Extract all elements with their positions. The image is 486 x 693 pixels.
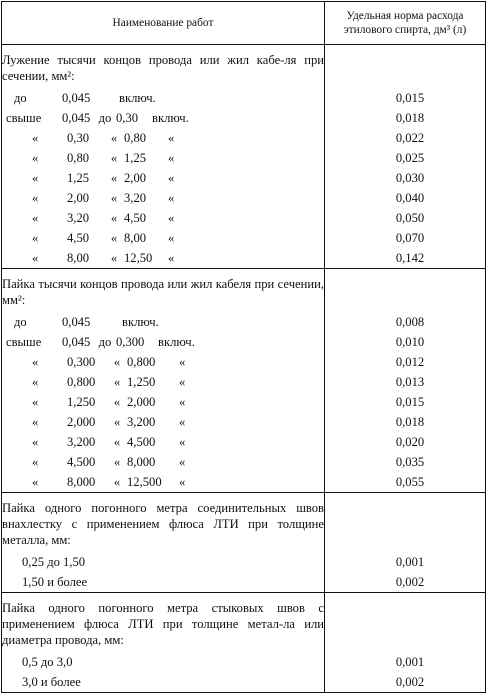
table-row <box>2 108 486 128</box>
range-suffix: включ. <box>158 335 195 349</box>
range-cell <box>2 168 325 188</box>
range-from: 1,250 <box>67 395 96 409</box>
norm-value: 0,015 <box>325 88 486 108</box>
range-from: 4,50 <box>67 231 90 245</box>
range-cell <box>2 432 325 452</box>
norm-value: 0,040 <box>325 188 486 208</box>
norm-value: 0,008 <box>325 312 486 332</box>
table-row <box>2 572 486 593</box>
section-heading-row <box>2 269 486 313</box>
range-text: 0,25 до 1,50 <box>22 555 86 569</box>
norm-value: 0,002 <box>325 572 486 593</box>
table-row <box>2 432 486 452</box>
range-prefix: « <box>32 455 39 469</box>
range-to: 12,500 <box>127 475 162 489</box>
range-suffix: « <box>168 211 175 225</box>
norm-value: 0,001 <box>325 652 486 672</box>
table-row <box>2 208 486 228</box>
norm-value: 0,070 <box>325 228 486 248</box>
range-prefix: « <box>32 475 39 489</box>
range-text: 1,50 и более <box>22 575 88 589</box>
range-prefix: « <box>32 151 39 165</box>
range-from: 0,045 <box>62 315 91 329</box>
range-text: 3,0 и более <box>22 675 81 689</box>
norm-value: 0,055 <box>325 472 486 493</box>
range-cell <box>2 208 325 228</box>
header-work-name: Наименование работ <box>2 2 325 45</box>
table-row <box>2 392 486 412</box>
table-row <box>2 652 486 672</box>
range-suffix: « <box>168 231 175 245</box>
table-row <box>2 312 486 332</box>
range-from: 0,30 <box>67 131 90 145</box>
range-prefix: « <box>32 171 39 185</box>
range-from: 4,500 <box>67 455 96 469</box>
range-connector: « <box>110 171 118 185</box>
norm-value: 0,022 <box>325 128 486 148</box>
range-from: 3,200 <box>67 435 96 449</box>
norm-value: 0,001 <box>325 552 486 572</box>
norm-value: 0,142 <box>325 248 486 269</box>
table-row <box>2 228 486 248</box>
range-prefix: до <box>14 315 27 329</box>
norm-value: 0,013 <box>325 372 486 392</box>
range-cell <box>2 228 325 248</box>
range-from: 3,20 <box>67 211 90 225</box>
section-value-empty <box>325 493 486 553</box>
range-to: 0,80 <box>124 131 147 145</box>
range-cell <box>2 472 325 493</box>
range-from: 2,000 <box>67 415 96 429</box>
range-to: 4,50 <box>124 211 147 225</box>
range-connector: « <box>110 151 118 165</box>
range-prefix: « <box>32 415 39 429</box>
norm-value: 0,010 <box>325 332 486 352</box>
range-suffix: « <box>168 171 175 185</box>
norm-value: 0,020 <box>325 432 486 452</box>
range-from: 2,00 <box>67 191 90 205</box>
table-row <box>2 672 486 693</box>
range-suffix: « <box>168 151 175 165</box>
norm-value: 0,012 <box>325 352 486 372</box>
range-from: 0,045 <box>62 335 91 349</box>
section-value-empty <box>325 269 486 313</box>
range-to: 3,20 <box>124 191 147 205</box>
range-prefix: « <box>32 435 39 449</box>
range-cell <box>2 392 325 412</box>
range-connector: « <box>110 191 118 205</box>
range-connector: « <box>113 355 121 369</box>
section-title: Пайка одного погонного метра стыковых швов с применением флюса ЛТИ при толщине метал-ла или диаметра провода, мм: <box>2 593 325 653</box>
range-prefix: « <box>32 131 39 145</box>
range-cell <box>2 312 325 332</box>
range-to: 1,25 <box>124 151 147 165</box>
range-cell <box>2 128 325 148</box>
range-prefix: до <box>14 91 27 105</box>
range-prefix: « <box>32 211 39 225</box>
norm-value: 0,025 <box>325 148 486 168</box>
table-row <box>2 452 486 472</box>
range-connector: « <box>113 395 121 409</box>
table-row <box>2 188 486 208</box>
norm-value: 0,002 <box>325 672 486 693</box>
range-from: 8,000 <box>67 475 96 489</box>
range-to: 12,50 <box>124 251 153 265</box>
range-to: 4,500 <box>127 435 156 449</box>
table-row <box>2 372 486 392</box>
range-cell <box>2 188 325 208</box>
table-row <box>2 412 486 432</box>
section-title: Пайка тысячи концов провода или жил кабеля при сечении, мм²: <box>2 269 325 313</box>
range-suffix: « <box>179 355 186 369</box>
range-cell <box>2 672 325 693</box>
section-value-empty <box>325 593 486 653</box>
range-cell <box>2 88 325 108</box>
range-cell <box>2 412 325 432</box>
range-suffix: « <box>179 475 186 489</box>
range-connector: « <box>113 455 121 469</box>
range-suffix: « <box>179 375 186 389</box>
range-connector: до <box>98 335 112 349</box>
range-cell <box>2 372 325 392</box>
range-prefix: « <box>32 395 39 409</box>
range-from: 0,045 <box>62 111 91 125</box>
range-prefix: « <box>32 355 39 369</box>
norm-value: 0,018 <box>325 412 486 432</box>
table-body <box>2 45 486 693</box>
range-to: 2,000 <box>127 395 156 409</box>
range-to: 0,300 <box>116 335 145 349</box>
range-connector: « <box>113 375 121 389</box>
section-title: Лужение тысячи концов провода или жил кабе-ля при сечении, мм²: <box>2 45 325 89</box>
range-to: 8,00 <box>124 231 147 245</box>
range-from: 0,300 <box>67 355 96 369</box>
range-suffix: « <box>168 191 175 205</box>
range-connector: « <box>113 435 121 449</box>
norm-value: 0,050 <box>325 208 486 228</box>
range-connector: « <box>110 231 118 245</box>
norms-table <box>1 1 486 693</box>
range-to: 8,000 <box>127 455 156 469</box>
norm-value: 0,030 <box>325 168 486 188</box>
range-connector: « <box>113 415 121 429</box>
table-row <box>2 352 486 372</box>
range-connector: « <box>113 475 121 489</box>
table-header-row <box>2 2 486 45</box>
range-suffix: « <box>179 455 186 469</box>
range-to: включ. <box>122 315 159 329</box>
range-suffix: « <box>179 395 186 409</box>
header-alcohol-norm-line2: этилового спирта, дм³ (л) <box>343 24 467 36</box>
range-cell <box>2 552 325 572</box>
range-to: включ. <box>119 91 156 105</box>
table-row <box>2 552 486 572</box>
range-connector: « <box>110 251 118 265</box>
range-prefix: « <box>32 191 39 205</box>
range-prefix: « <box>32 375 39 389</box>
range-cell <box>2 652 325 672</box>
header-alcohol-norm <box>325 2 486 45</box>
range-from: 8,00 <box>67 251 90 265</box>
table-row <box>2 248 486 269</box>
table-row <box>2 168 486 188</box>
range-prefix: « <box>32 251 39 265</box>
table-row <box>2 332 486 352</box>
range-connector: до <box>98 111 112 125</box>
range-to: 1,250 <box>127 375 156 389</box>
norm-value: 0,035 <box>325 452 486 472</box>
range-prefix: « <box>32 231 39 245</box>
range-cell <box>2 248 325 269</box>
range-text: 0,5 до 3,0 <box>22 655 73 669</box>
norm-value: 0,018 <box>325 108 486 128</box>
range-cell <box>2 452 325 472</box>
section-heading-row <box>2 593 486 653</box>
range-prefix: свыше <box>6 111 42 125</box>
table-row <box>2 88 486 108</box>
table-row <box>2 128 486 148</box>
range-connector: « <box>110 131 118 145</box>
table-row <box>2 472 486 493</box>
norm-value: 0,015 <box>325 392 486 412</box>
section-value-empty <box>325 45 486 89</box>
range-to: 0,30 <box>116 111 139 125</box>
range-suffix: « <box>179 415 186 429</box>
range-from: 1,25 <box>67 171 90 185</box>
range-from: 0,800 <box>67 375 96 389</box>
section-title: Пайка одного погонного метра соединительных швов внахлестку с применением флюса ЛТИ при толщине металла, мм: <box>2 493 325 553</box>
range-to: 0,800 <box>127 355 156 369</box>
range-from: 0,80 <box>67 151 90 165</box>
range-cell <box>2 352 325 372</box>
range-to: 2,00 <box>124 171 147 185</box>
range-cell <box>2 108 325 128</box>
range-from: 0,045 <box>62 91 91 105</box>
range-suffix: « <box>168 251 175 265</box>
section-heading-row <box>2 45 486 89</box>
range-cell <box>2 148 325 168</box>
range-to: 3,200 <box>127 415 156 429</box>
range-suffix: « <box>168 131 175 145</box>
range-suffix: « <box>179 435 186 449</box>
range-cell <box>2 572 325 593</box>
table-row <box>2 148 486 168</box>
header-alcohol-norm-line1: Удельная норма расхода <box>346 10 464 22</box>
range-connector: « <box>110 211 118 225</box>
range-cell <box>2 332 325 352</box>
range-suffix: включ. <box>152 111 189 125</box>
section-heading-row <box>2 493 486 553</box>
range-prefix: свыше <box>6 335 42 349</box>
